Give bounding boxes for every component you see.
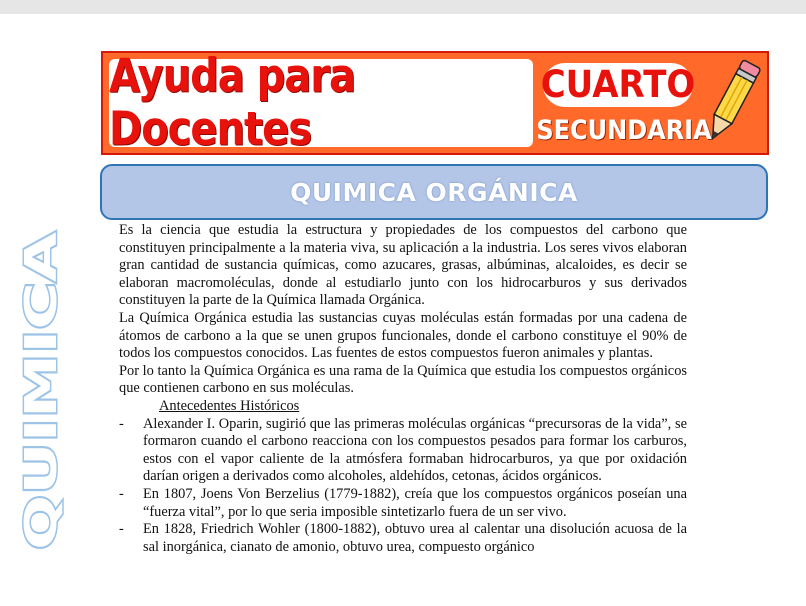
list-dash: - bbox=[119, 521, 124, 538]
brand-title: Ayuda para Docentes bbox=[109, 50, 355, 156]
list-item-text: En 1828, Friedrich Wohler (1800-1882), obtuvo urea al calentar una disolución acuosa de la sal inorgánica, cianato de amonio, obtuvo urea, compuesto orgánico bbox=[143, 521, 687, 555]
level-label: SECUNDARIA bbox=[536, 114, 712, 146]
document-body bbox=[119, 222, 687, 556]
brand-panel bbox=[109, 50, 533, 156]
section-subheading: Antecedentes Históricos bbox=[159, 397, 300, 414]
section-title-box bbox=[100, 164, 768, 220]
pencil-icon bbox=[699, 57, 763, 151]
level-badge bbox=[536, 113, 712, 147]
list-item bbox=[119, 486, 687, 521]
list-dash: - bbox=[119, 485, 124, 502]
list-dash: - bbox=[119, 415, 124, 432]
paragraph: Por lo tanto la Química Orgánica es una rama de la Química que estudia los compuestos orgánicos que contienen carbono en sus moléculas. bbox=[119, 362, 687, 397]
side-label-text: QUIMICA bbox=[16, 333, 67, 550]
grade-badge bbox=[540, 63, 696, 107]
paragraph: Es la ciencia que estudia la estructura y propiedades de los compuestos del carbono que constituyen principalmente a la materia viva, su aplicación a la industria. Los seres vivos elaboran gran cantidad de sustancia químicas, como azucares, grasas, albúminas, alcaloides, es decir se elaboran macromoléculas, donde al estudiarlo junto con los hidrocarburos y sus derivados constituyen la parte de la Química llamada Orgánica. bbox=[119, 222, 687, 309]
list-item bbox=[119, 416, 687, 486]
side-subject-label bbox=[14, 228, 70, 554]
header-banner bbox=[101, 51, 769, 155]
list-item-text: Alexander I. Oparin, sugirió que las primeras moléculas orgánicas “precursoras de la vida”, se formaron cuando el carbono reacciona con los compuestos pesados para formar los carburos, estos con el vapor caliente de la atmósfera formaban hidrocarburos, ya que por oxidación darían origen a derivados como alcoholes, aldehídos, cetonas, ácidos orgánicos. bbox=[143, 415, 687, 485]
paragraph: La Química Orgánica estudia las sustancias cuyas moléculas están formadas por una cadena de átomos de carbono a la que se unen grupos funcionales, donde el carbono constituye el 90% de todos los compuestos conocidos. Las fuentes de estos compuestos fueron animales y plantas. bbox=[119, 309, 687, 362]
top-window-strip bbox=[0, 0, 806, 14]
list-item bbox=[119, 521, 687, 556]
page-title: QUIMICA ORGÁNICA bbox=[290, 177, 578, 207]
list-item-text: En 1807, Joens Von Berzelius (1779-1882), creía que los compuestos orgánicos poseían una “fuerza vital”, por lo que seria imposible sintetizarlo fuera de un ser vivo. bbox=[143, 485, 687, 520]
grade-label: CUARTO bbox=[540, 63, 696, 107]
